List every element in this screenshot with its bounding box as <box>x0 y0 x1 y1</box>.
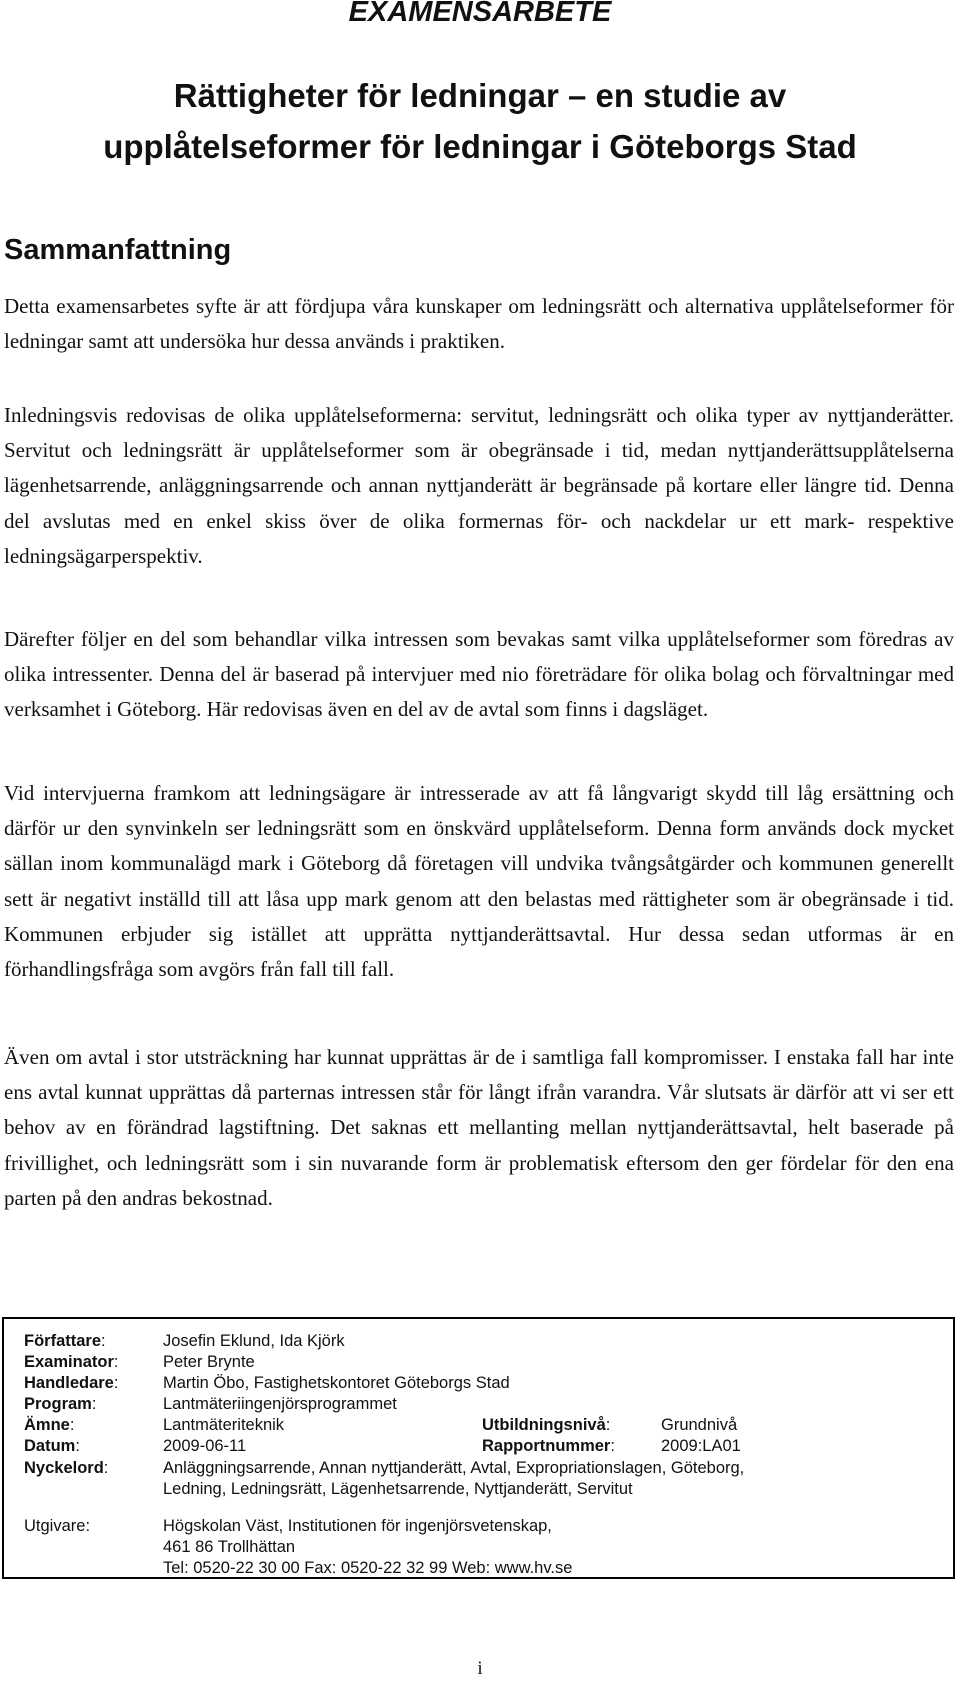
utgivare-label: Utgivare: <box>24 1517 91 1535</box>
datum-label: Datum <box>24 1437 76 1455</box>
paragraph-3: Därefter följer en del som behandlar vilka intressen som bevakas samt vilka upplåtelseformer som föredras av olika intressenter. Denna del är baserad på intervjuer med nio företrädare för olika bolag och förvaltningar med verksamhet i Göteborg. Här redovisas även en del av de avtal som finns i dagsläget. <box>4 627 954 722</box>
paragraph-2: Inledningsvis redovisas de olika upplåtelseformerna: servitut, ledningsrätt och olika typer av nyttjanderätter. Servitut och ledningsrätt är upplåtelseformer som är obegränsade i tid, medan nyttjanderättsupplåtelserna lägenhetsarrende, anläggningsarrende och annan nyttjanderätt är begränsade på kortare eller längre tid. Denna del avslutas med en enkel skiss över de olika formernas för- och nackdelar ur ett mark- respektive ledningsägarperspektiv. <box>4 403 954 568</box>
program-label: Program <box>24 1395 92 1413</box>
examinator-label: Examinator <box>24 1353 114 1371</box>
utbildningsniva-label: Utbildningsnivå <box>482 1416 606 1434</box>
page-number: i <box>477 1658 483 1679</box>
examinator-value: Peter Brynte <box>163 1353 255 1371</box>
nyckelord-label: Nyckelord <box>24 1459 104 1477</box>
rapportnummer-label: Rapportnummer <box>482 1437 611 1455</box>
handledare-label: Handledare <box>24 1374 114 1392</box>
report-info-box: Författare: Josefin Eklund, Ida Kjörk Examinator: Peter Brynte Handledare: Martin Öbo, Fastighetskontoret Göteborgs Stad Program: Lantmäteriingenjörsprogrammet Ämne: Lantmäteriteknik Utbildningsnivå: Grundnivå Datum: 2009-06-11 Rapportnummer: 2009:LA01 Nyckelord: Anläggningsarrende, Annan nyttjanderätt, Avtal, Expropriationslagen, Göteborg, Ledning, Ledningsrätt, Lägenhetsarrende, Nyttjanderätt, Servitut Utgivare: Högskolan Väst, Institutionen för ingenjörsvetenskap, 461 86 Trollhättan Tel: 0520-22 30 00 Fax: 0520-22 32 99 Web: www.hv.se <box>2 1317 955 1579</box>
utbildningsniva-value: Grundnivå <box>661 1416 738 1434</box>
rapportnummer-value: 2009:LA01 <box>661 1437 741 1455</box>
nyckelord-line-1: Anläggningsarrende, Annan nyttjanderätt, Avtal, Expropriationslagen, Göteborg, <box>163 1459 745 1477</box>
utgivare-line-3: Tel: 0520-22 30 00 Fax: 0520-22 32 99 Web: www.hv.se <box>163 1559 573 1577</box>
amne-label: Ämne <box>24 1416 70 1434</box>
title-line-1: Rättigheter för ledningar – en studie av <box>173 77 787 114</box>
forfattare-label: Författare <box>24 1332 102 1350</box>
handledare-value: Martin Öbo, Fastighetskontoret Göteborgs Stad <box>163 1374 510 1392</box>
utgivare-line-2: 461 86 Trollhättan <box>163 1538 296 1556</box>
paragraph-1: Detta examensarbetes syfte är att fördjupa våra kunskaper om ledningsrätt och alternativa upplåtelseformer för ledningar samt att undersöka hur dessa används i praktiken. <box>4 294 954 354</box>
section-heading: Sammanfattning <box>4 234 232 266</box>
document-title <box>0 70 960 172</box>
nyckelord-line-2: Ledning, Ledningsrätt, Lägenhetsarrende, Nyttjanderätt, Servitut <box>163 1480 633 1498</box>
paragraph-4: Vid intervjuerna framkom att ledningsägare är intresserade av att få långvarigt skydd till låg ersättning och därför ur den synvinkeln ser ledningsrätt som en önskvärd upplåtelseform. Denna form används dock mycket sällan inom kommunalägd mark i Göteborg då företagen vill undvika tvångsåtgärder och kommunen generellt sett är negativt inställd till att låsa upp mark genom att den belastas med rättigheter som är obegränsade i tid. Kommunen erbjuder sig istället att upprätta nyttjanderättsavtal. Hur dessa sedan utformas är en förhandlingsfråga som avgörs från fall till fall. <box>4 781 954 982</box>
utgivare-line-1: Högskolan Väst, Institutionen för ingenjörsvetenskap, <box>163 1517 552 1535</box>
datum-value: 2009-06-11 <box>163 1437 247 1455</box>
document-type: EXAMENSARBETE <box>348 0 612 28</box>
amne-value: Lantmäteriteknik <box>163 1416 285 1434</box>
paragraph-5: Även om avtal i stor utsträckning har kunnat upprättas är de i samtliga fall kompromisser. I enstaka fall har inte ens avtal kunnat upprättas då parternas intressen står för långt ifrån varandra. Vår slutsats är därför att vi ser ett behov av en förändrad lagstiftning. Det saknas ett mellanting mellan nyttjanderättsavtal, helt baserade på frivillighet, och ledningsrätt som i sin nuvarande form är problematisk eftersom den ger fördelar för den ena parten på den andras bekostnad. <box>4 1045 954 1210</box>
forfattare-value: Josefin Eklund, Ida Kjörk <box>163 1332 345 1350</box>
program-value: Lantmäteriingenjörsprogrammet <box>163 1395 397 1413</box>
title-line-2: upplåtelseformer för ledningar i Göteborgs Stad <box>103 128 857 165</box>
